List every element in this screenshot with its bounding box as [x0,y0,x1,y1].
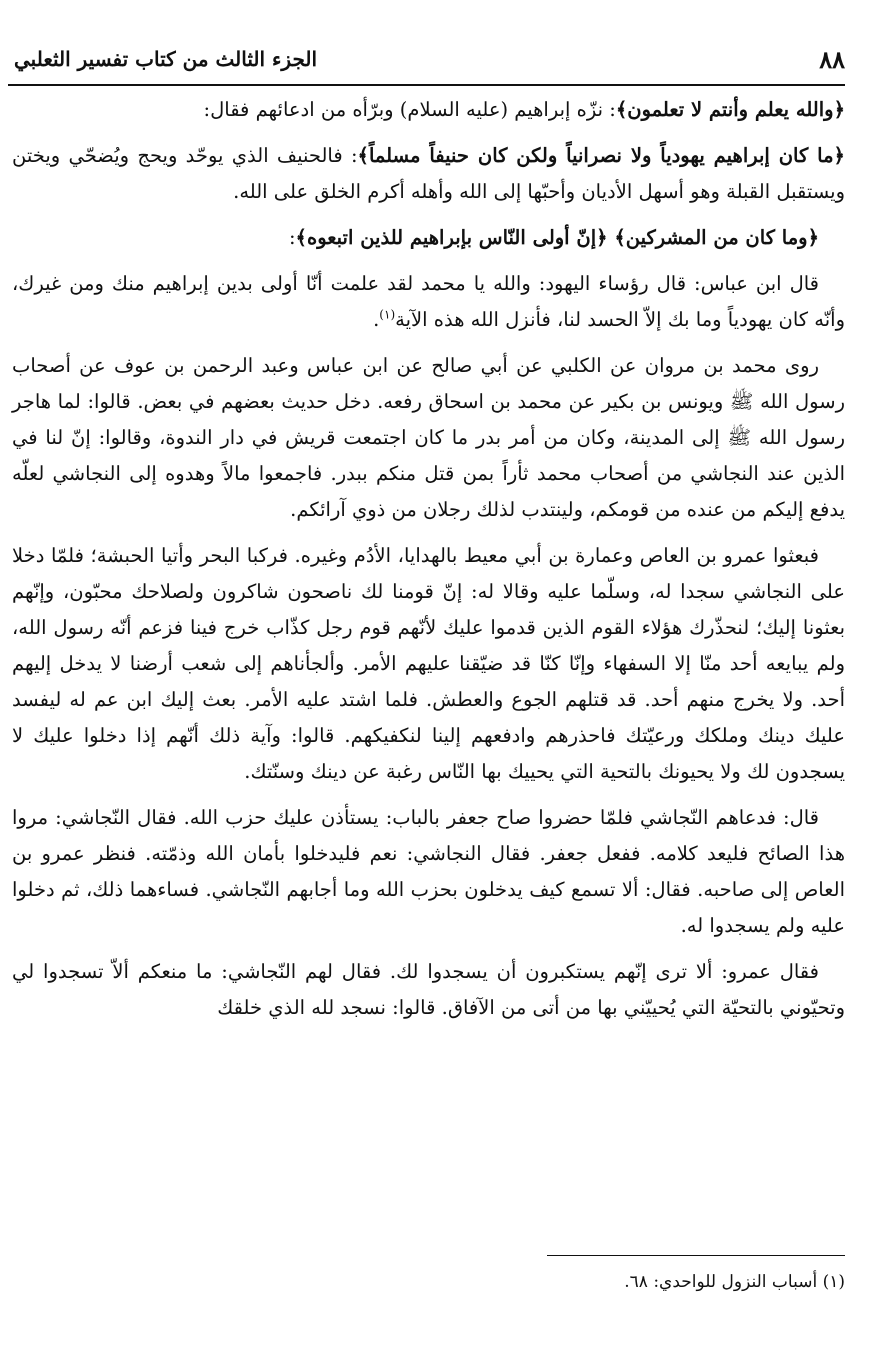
page-body [12,92,845,1036]
page-header [14,36,845,82]
quran-quote: ﴿ما كان إبراهيم يهودياً ولا نصرانياً ولكن كان حنيفاً مسلماً﴾ [357,144,845,167]
paragraph-tail: . [373,308,380,331]
paragraph-5 [12,348,845,528]
paragraph-text: فقال عمرو: ألا ترى إنّهم يستكبرون أن يسجدوا لك. فقال لهم النّجاشي: ما منعكم ألاّ تسجدوا لي وتحيّوني بالتحيّة التي يُحييّني بها من أتى من الآفاق. قالوا: نسجد لله الذي خلقك [12,960,845,1019]
paragraph-text: : [288,226,296,249]
paragraph-2 [12,138,845,210]
running-title: الجزء الثالث من كتاب تفسير الثعلبي [14,47,317,71]
paragraph-3 [12,220,845,256]
quran-quote: ﴿وما كان من المشركين﴾ ﴿إنّ أولى النّاس بإبراهيم للذين اتبعوه﴾ [295,226,819,249]
page-number: ٨٨ [819,44,845,74]
paragraph-1 [12,92,845,128]
footnote-marker: (١) [822,1272,845,1292]
footnote-reference[interactable]: (١) [379,307,396,322]
paragraph-8 [12,954,845,1026]
footnote-rule [547,1255,845,1256]
paragraph-text: : نزّه إبراهيم (عليه السلام) وبرّأه من ادعائهم فقال: [203,98,616,121]
paragraph-text: روى محمد بن مروان عن الكلبي عن أبي صالح عن ابن عباس وعبد الرحمن بن عوف عن أصحاب رسول الله ﷺ ويونس بن بكير عن محمد بن اسحاق رفعه. دخل حديث بعضهم في بعض. قالوا: لما هاجر رسول الله ﷺ إلى المدينة، وكان من أمر بدر ما كان اجتمعت قريش في دار الندوة، وقالوا: إنّ لنا في الذين عند النجاشي من أصحاب محمد ثأراً بمن قتل منكم ببدر. فاجمعوا مالاً وهدوه إلى النجاشي لعلّه يدفع إليكم من عنده من قومكم، ولينتدب لذلك رجلان من ذوي آرائكم. [12,354,845,521]
quran-quote: ﴿والله يعلم وأنتم لا تعلمون﴾ [615,98,845,121]
paragraph-7 [12,800,845,944]
paragraph-4 [12,266,845,338]
paragraph-text: : فالحنيف الذي يوحّد ويحج ويُضحّي ويختن ويستقبل القبلة وهو أسهل الأديان وأحبّها إلى الله وأهله أكرم الخلق على الله. [12,144,845,203]
footnote [12,1268,845,1296]
header-rule [8,84,845,86]
paragraph-6 [12,538,845,790]
paragraph-text: قال ابن عباس: قال رؤساء اليهود: والله يا محمد لقد علمت أنّا أولى بدين إبراهيم منك ومن غيرك، وأنّه كان يهودياً وما بك إلاّ الحسد لنا، فأنزل الله هذه الآية [12,272,845,331]
footnote-text: أسباب النزول للواحدي: ٦٨. [624,1272,818,1292]
paragraph-text: فبعثوا عمرو بن العاص وعمارة بن أبي معيط بالهدايا، الأدُم وغيره. فركبا البحر وأتيا الحبشة؛ فلمّا دخلا على النجاشي سجدا له، وسلّما عليه وقالا له: إنّ قومنا لك ناصحون شاكرون ولصلاحك محبّون، وإنّهم بعثونا إليك؛ لنحذّرك هؤلاء القوم الذين قدموا عليك لأنّهم قوم رجل كذّاب خرج فينا فزعم أنّه رسول الله، ولم يبايعه أحد منّا إلا السفهاء وإنّا كنّا قد ضيّقنا عليهم الأمر. وألجأناهم إلى شعب أرضنا لا يدخل إليهم أحد. ولا يخرج منهم أحد. قد قتلهم الجوع والعطش. فلما اشتد عليه الأمر. بعث إليك ابن عم له ليفسد عليك دينك وملكك ورعيّتك فاحذرهم وادفعهم إلينا لنكفيكهم. قالوا: وآية ذلك أنّهم إذا دخلوا عليك لا يسجدون لك ولا يحيونك بالتحية التي يحييك بها النّاس رغبة عن دينك وسنّتك. [12,544,845,783]
paragraph-text: قال: فدعاهم النّجاشي فلمّا حضروا صاح جعفر بالباب: يستأذن عليك حزب الله. فقال النّجاشي: مروا هذا الصائح فليعد كلامه. ففعل جعفر. فقال النجاشي: نعم فليدخلوا بأمان الله وذمّته. فنظر عمرو بن العاص إلى صاحبه. فقال: ألا تسمع كيف يدخلون بحزب الله وما أجابهم النّجاشي. فساءهما ذلك، ثم دخلوا عليه ولم يسجدوا له. [12,806,845,937]
